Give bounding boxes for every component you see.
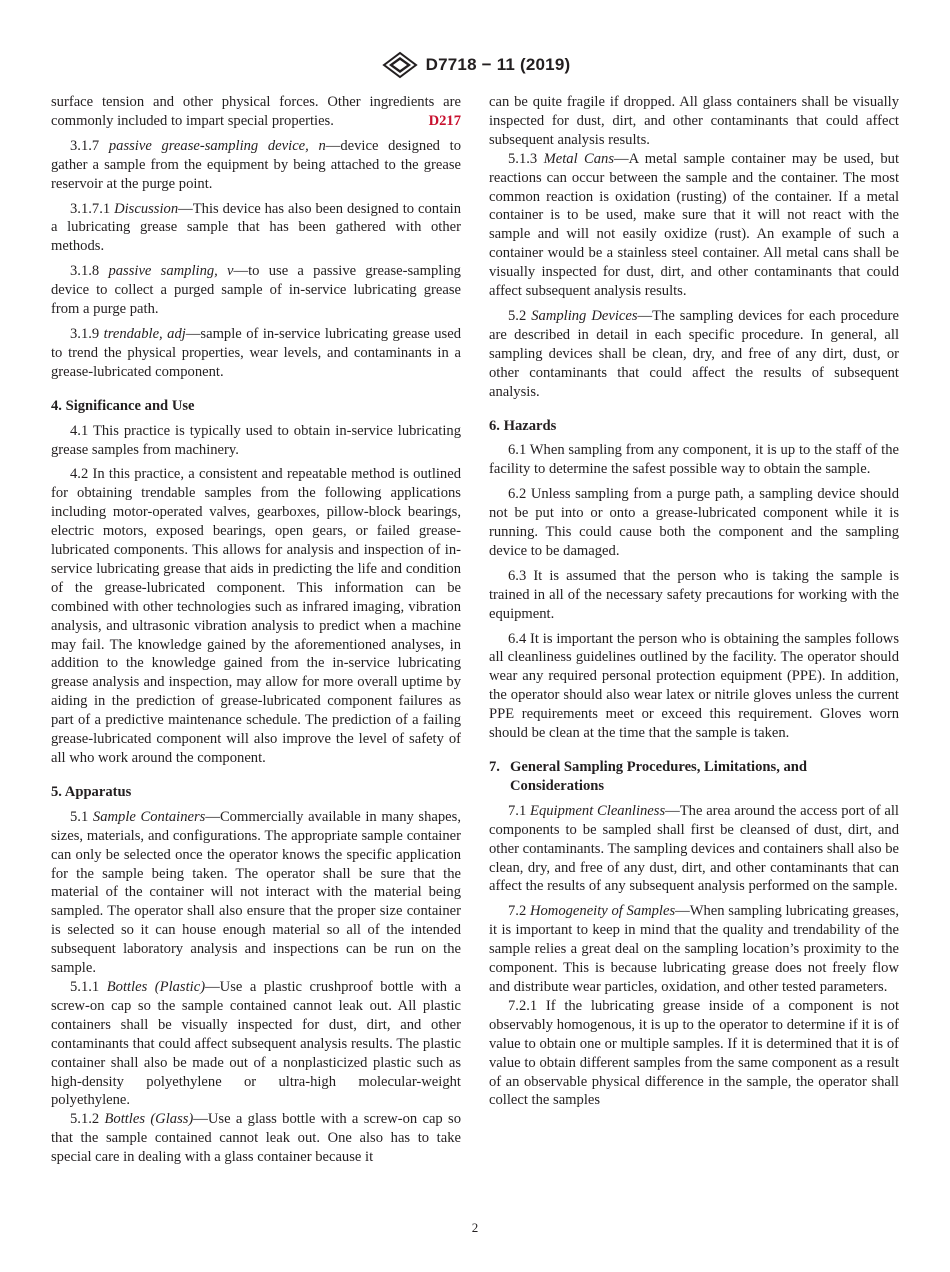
page-header (0, 50, 950, 85)
clause-number: 5.1.3 (508, 150, 538, 167)
reference-d217[interactable]: D217 (428, 112, 461, 129)
paragraph-7-1 (489, 802, 899, 897)
paragraph-text: surface tension and other physical forces. Other ingredients are commonly included to impart special properties. (51, 94, 461, 129)
paragraph-5-1-1 (51, 978, 461, 1110)
paragraph-6-3: 6.3 It is assumed that the person who is taking the sample is trained in all of the necessary safety precautions for working with the equipment. (489, 567, 899, 622)
clause-text: —When sampling lubricating greases, it is important to keep in mind that the quality and trendability of the sample relies a great deal on the sampling location’s proximity to the component. This is because lubricating grease does not freely flow and distribute wear particles, oxidation, and other tested parameters. (489, 903, 899, 995)
clause-number: 3.1.8 (70, 263, 100, 280)
paragraph-6-1: 6.1 When sampling from any component, it is up to the staff of the facility to determine the safest possible way to obtain the sample. (489, 442, 899, 478)
clause-text: —The sampling devices for each procedure are described in detail in each specific procedure. In general, all sampling devices shall be clean, dry, and free of any dirt, dust, or other contaminants that could affect the results of subsequent analysis. (489, 307, 899, 400)
paragraph-5-1-3 (489, 150, 899, 301)
clause-title: Homogeneity of Samples (529, 903, 676, 920)
header-inner (380, 50, 571, 80)
discussion-label: Discussion (114, 200, 179, 217)
discussion-3-1-7-1 (51, 200, 461, 257)
clause-number: 5.1.1 (70, 978, 100, 995)
paragraph-5-1-2 (51, 1110, 461, 1167)
clause-text: —Use a glass bottle with a screw-on cap so that the sample contained cannot leak out. One also has to take special care in dealing with a glass container because it (51, 1111, 461, 1166)
definition-3-1-9 (51, 325, 461, 382)
paragraph-7-2 (489, 902, 899, 997)
paragraph-7-2-1: 7.2.1 If the lubricating grease inside of a component is not observably homogenous, it is up to the operator to determine if it is of value to obtain one or multiple samples. If it is determined that it is of value to obtain different samples from the same component as a result of an observable physical difference in the sample, the operator shall collect the samples (489, 997, 899, 1109)
paragraph-3-1-6-continued (51, 93, 461, 131)
paragraph-5-2 (489, 307, 899, 402)
clause-number: 7.1 (508, 802, 527, 819)
clause-title: Sampling Devices (531, 307, 638, 324)
discussion-text: —This device has also been designed to contain a lubricating grease sample that has been gathered with other methods. (51, 200, 461, 255)
paragraph-6-4: 6.4 It is important the person who is obtaining the samples follows all cleanliness guidelines outlined by the facility. The operator should wear any required personal protection equipment (PPE). In addition, the operator should also wear latex or nitrile gloves unless the current PPE requirements meet or exceed this requirement. Gloves worn should be clean at the time that the sample is taken. (489, 630, 899, 742)
paragraph-4-2: 4.2 In this practice, a consistent and repeatable method is outlined for obtaining trendable samples from the following applications including motor-operated valves, gearboxes, pillow-block bearings, electric motors, exposed bearings, open gears, or failed grease-lubricated components. This allows for analysis and inspection of in-service lubricating grease that aids in predicting the life and condition of the grease-lubricated component. This information can be combined with other technologies such as infrared imaging, vibration analysis, and ultrasonic vibration analysis to predict when a machine may fail. The knowledge gained by the aforementioned analyses, in addition to the knowledge gained from the in-service lubricating grease analysis and inspection, may allow for more overall uptime by aiding in the prediction of grease-lubricated component failures as part of a predictive maintenance schedule. The prediction of a failing grease-lubricated component will also improve the level of safety of all who work around the component. (51, 466, 461, 766)
defined-term: passive sampling, v (108, 263, 234, 280)
definition-3-1-7 (51, 137, 461, 194)
section-heading-5: 5. Apparatus (51, 783, 132, 800)
designation-title: D7718 − 11 (2019) (425, 55, 571, 74)
definition-text: —sample of in-service lubricating grease used to trend the physical properties, wear levels, and contaminants in a grease-lubricated component. (51, 325, 461, 380)
paragraph-6-2: 6.2 Unless sampling from a purge path, a sampling device should not be put into or onto a grease-lubricated component while it is running. This could cause both the component and the sampling device to be damaged. (489, 486, 899, 559)
left-column (51, 93, 461, 1167)
section-heading-6: 6. Hazards (489, 417, 557, 434)
clause-number: 5.1.2 (70, 1111, 100, 1128)
definition-3-1-8 (51, 262, 461, 319)
clause-number: 5.2 (508, 307, 527, 324)
clause-title: Bottles (Plastic) (106, 978, 206, 995)
section-title: General Sampling Procedures, Limitations, and Considerations (510, 759, 808, 794)
clause-title: Metal Cans (543, 150, 615, 167)
paragraph-5-1-2-continued: can be quite fragile if dropped. All glass containers shall be visually inspected for dust, dirt, and other contaminants that could affect subsequent analysis results. (489, 94, 899, 148)
clause-title: Bottles (Glass) (104, 1111, 194, 1128)
section-number: 7. (489, 759, 500, 775)
defined-term: passive grease-sampling device, n (108, 137, 326, 154)
section-heading-7 (489, 758, 899, 796)
clause-number: 5.1 (70, 808, 89, 825)
clause-text: —The area around the access port of all components to be sampled shall first be cleansed of dust, dirt, and other contaminants. The sampling devices and containers shall also be clean, dry, and free of any dust, dirt, and other contaminants that can affect the results of any subsequent analysis performed on the sample. (489, 802, 899, 895)
right-column (489, 93, 899, 1110)
astm-logo-icon (380, 50, 420, 80)
clause-text: —Commercially available in many shapes, sizes, materials, and configurations. The appropriate sample container can only be selected once the operator knows the specific application for the sample being taken. The operator shall be sure that the material of the container will not interact with the material being sampled. The operator shall also ensure that the proper size container is selected so it can house enough material so all of the intended subsequent laboratory analysis and inspections can be run on the sample. (51, 808, 461, 977)
clause-number: 7.2 (508, 903, 527, 920)
page-number: 2 (471, 1220, 479, 1235)
paragraph-5-1 (51, 808, 461, 978)
clause-number: 3.1.7 (70, 137, 100, 154)
clause-title: Equipment Cleanliness (530, 802, 666, 819)
section-heading-4: 4. Significance and Use (51, 397, 195, 414)
clause-number: 3.1.9 (70, 325, 100, 342)
clause-number: 3.1.7.1 (70, 200, 111, 217)
defined-term: trendable, adj (103, 325, 186, 342)
definition-text: —device designed to gather a sample from the equipment by being attached to the grease reservoir at the purge point. (51, 137, 461, 192)
clause-text: —Use a plastic crushproof bottle with a screw-on cap so the sample contained cannot leak out. All plastic containers shall be visually inspected for dust, dirt, and other contaminants that could affect subsequent analysis results. The plastic container shall also be made out of a nonplasticized plastic such as high-density polyethylene or ultra-high molecular-weight polyethylene. (51, 978, 462, 1109)
paragraph-4-1: 4.1 This practice is typically used to obtain in-service lubricating grease samples from machinery. (51, 422, 461, 458)
clause-title: Sample Containers (92, 808, 206, 825)
clause-text: —A metal sample container may be used, but reactions can occur between the sample and the container. The most common reaction is oxidation (rusting) of the container. If a metal container is to be used, make sure that it will not react with the sample and will not easily oxidize (rust). An example of such a container would be a stainless steel container. All metal cans shall be visually inspected for dust, dirt, and other contaminants that could affect subsequent analysis results. (489, 150, 900, 300)
definition-text: —to use a passive grease-sampling device to collect a purged sample of in-service lubricating grease from a purge path. (51, 263, 461, 318)
